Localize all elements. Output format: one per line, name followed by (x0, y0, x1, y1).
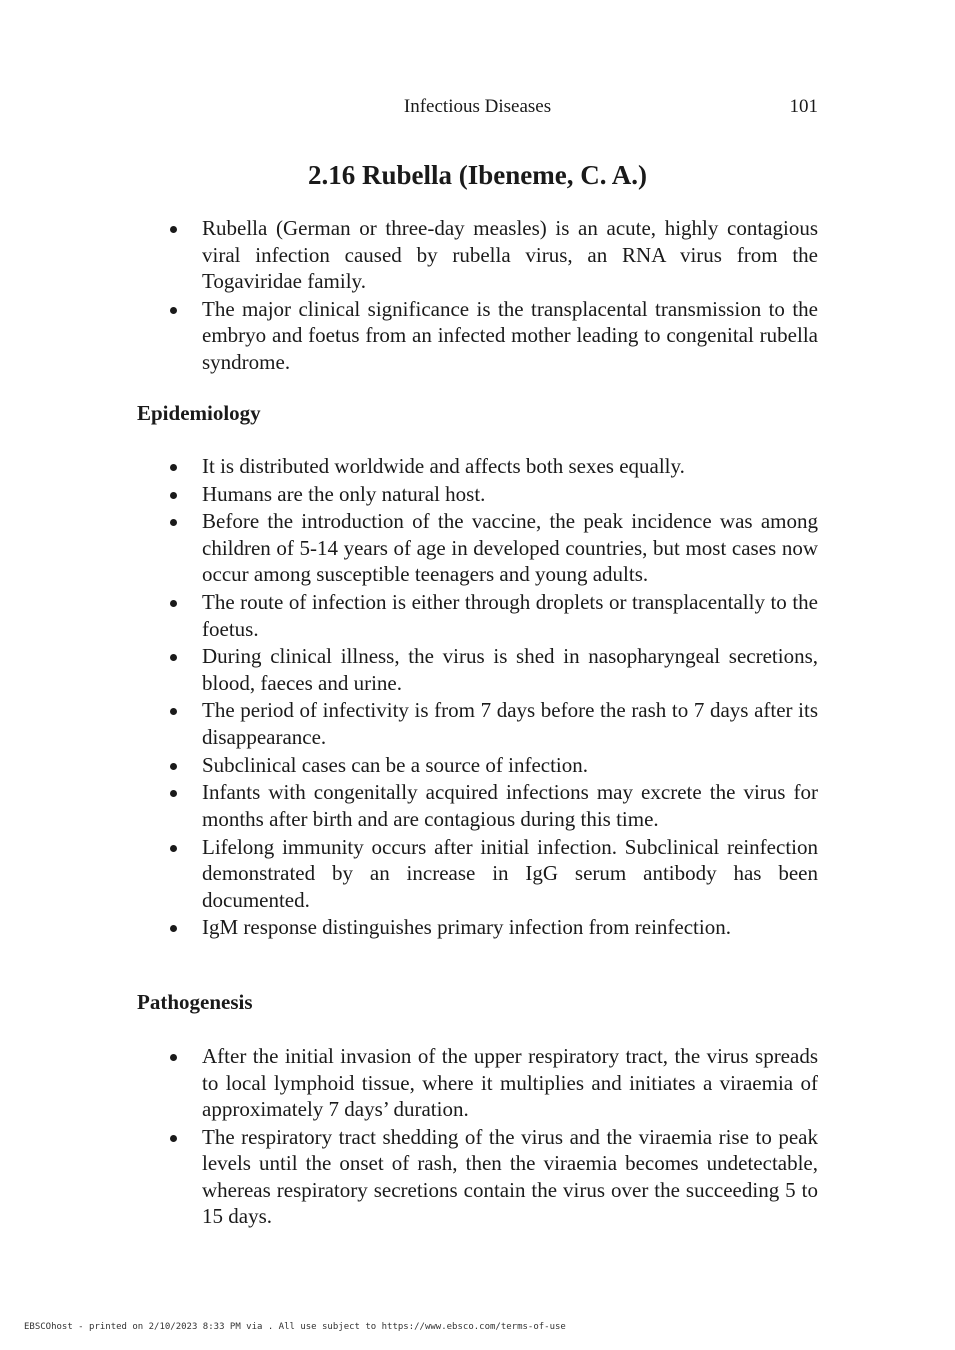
bullet-icon (170, 925, 177, 932)
bullet-icon (170, 654, 177, 661)
intro-list (137, 215, 818, 376)
list-item: The period of infectivity is from 7 days before the rash to 7 days after its disappearance. (137, 697, 818, 750)
bullet-icon (170, 519, 177, 526)
list-item: It is distributed worldwide and affects both sexes equally. (137, 453, 818, 480)
list-item: IgM response distinguishes primary infection from reinfection. (137, 914, 818, 941)
bullet-icon (170, 492, 177, 499)
list-item: The respiratory tract shedding of the virus and the viraemia rise to peak levels until the onset of rash, then the viraemia becomes undetectable, whereas respiratory secretions contain the virus over the succeeding 5 to 15 days. (137, 1124, 818, 1230)
bullet-icon (170, 464, 177, 471)
bullet-icon (170, 845, 177, 852)
list-item: After the initial invasion of the upper respiratory tract, the virus spreads to local lymphoid tissue, where it multiplies and initiates a viraemia of approximately 7 days’ duration. (137, 1043, 818, 1123)
list-item: Before the introduction of the vaccine, the peak incidence was among children of 5-14 years of age in developed countries, but most cases now occur among susceptible teenagers and young adults. (137, 508, 818, 588)
list-item: Infants with congenitally acquired infections may excrete the virus for months after birth and are contagious during this time. (137, 779, 818, 832)
running-header (137, 96, 818, 122)
bullet-icon (170, 708, 177, 715)
bullet-icon (170, 790, 177, 797)
list-item: During clinical illness, the virus is shed in nasopharyngeal secretions, blood, faeces and urine. (137, 643, 818, 696)
list-item: Subclinical cases can be a source of infection. (137, 752, 818, 779)
list-item: The major clinical significance is the transplacental transmission to the embryo and foetus from an infected mother leading to congenital rubella syndrome. (137, 296, 818, 376)
list-item: Lifelong immunity occurs after initial infection. Subclinical reinfection demonstrated by an increase in IgG serum antibody has been documented. (137, 834, 818, 914)
list-item: The route of infection is either through droplets or transplacentally to the foetus. (137, 589, 818, 642)
list-item: Humans are the only natural host. (137, 481, 818, 508)
epidemiology-list (137, 453, 818, 942)
pathogenesis-list (137, 1043, 818, 1231)
epidemiology-heading: Epidemiology (137, 401, 261, 425)
bullet-icon (170, 307, 177, 314)
page-number: 101 (789, 96, 818, 117)
list-item: Rubella (German or three-day measles) is an acute, highly contagious viral infection caused by rubella virus, an RNA virus from the Togaviridae family. (137, 215, 818, 295)
running-title: Infectious Diseases (403, 96, 552, 117)
bullet-icon (170, 226, 177, 233)
pathogenesis-heading: Pathogenesis (137, 990, 253, 1014)
bullet-icon (170, 763, 177, 770)
print-footer: EBSCOhost - printed on 2/10/2023 8:33 PM via . All use subject to https://www.ebsco.com/terms-of-use (24, 1322, 566, 1332)
bullet-icon (170, 1054, 177, 1061)
chapter-title: 2.16 Rubella (Ibeneme, C. A.) (308, 160, 647, 190)
bullet-icon (170, 1135, 177, 1142)
bullet-icon (170, 600, 177, 607)
